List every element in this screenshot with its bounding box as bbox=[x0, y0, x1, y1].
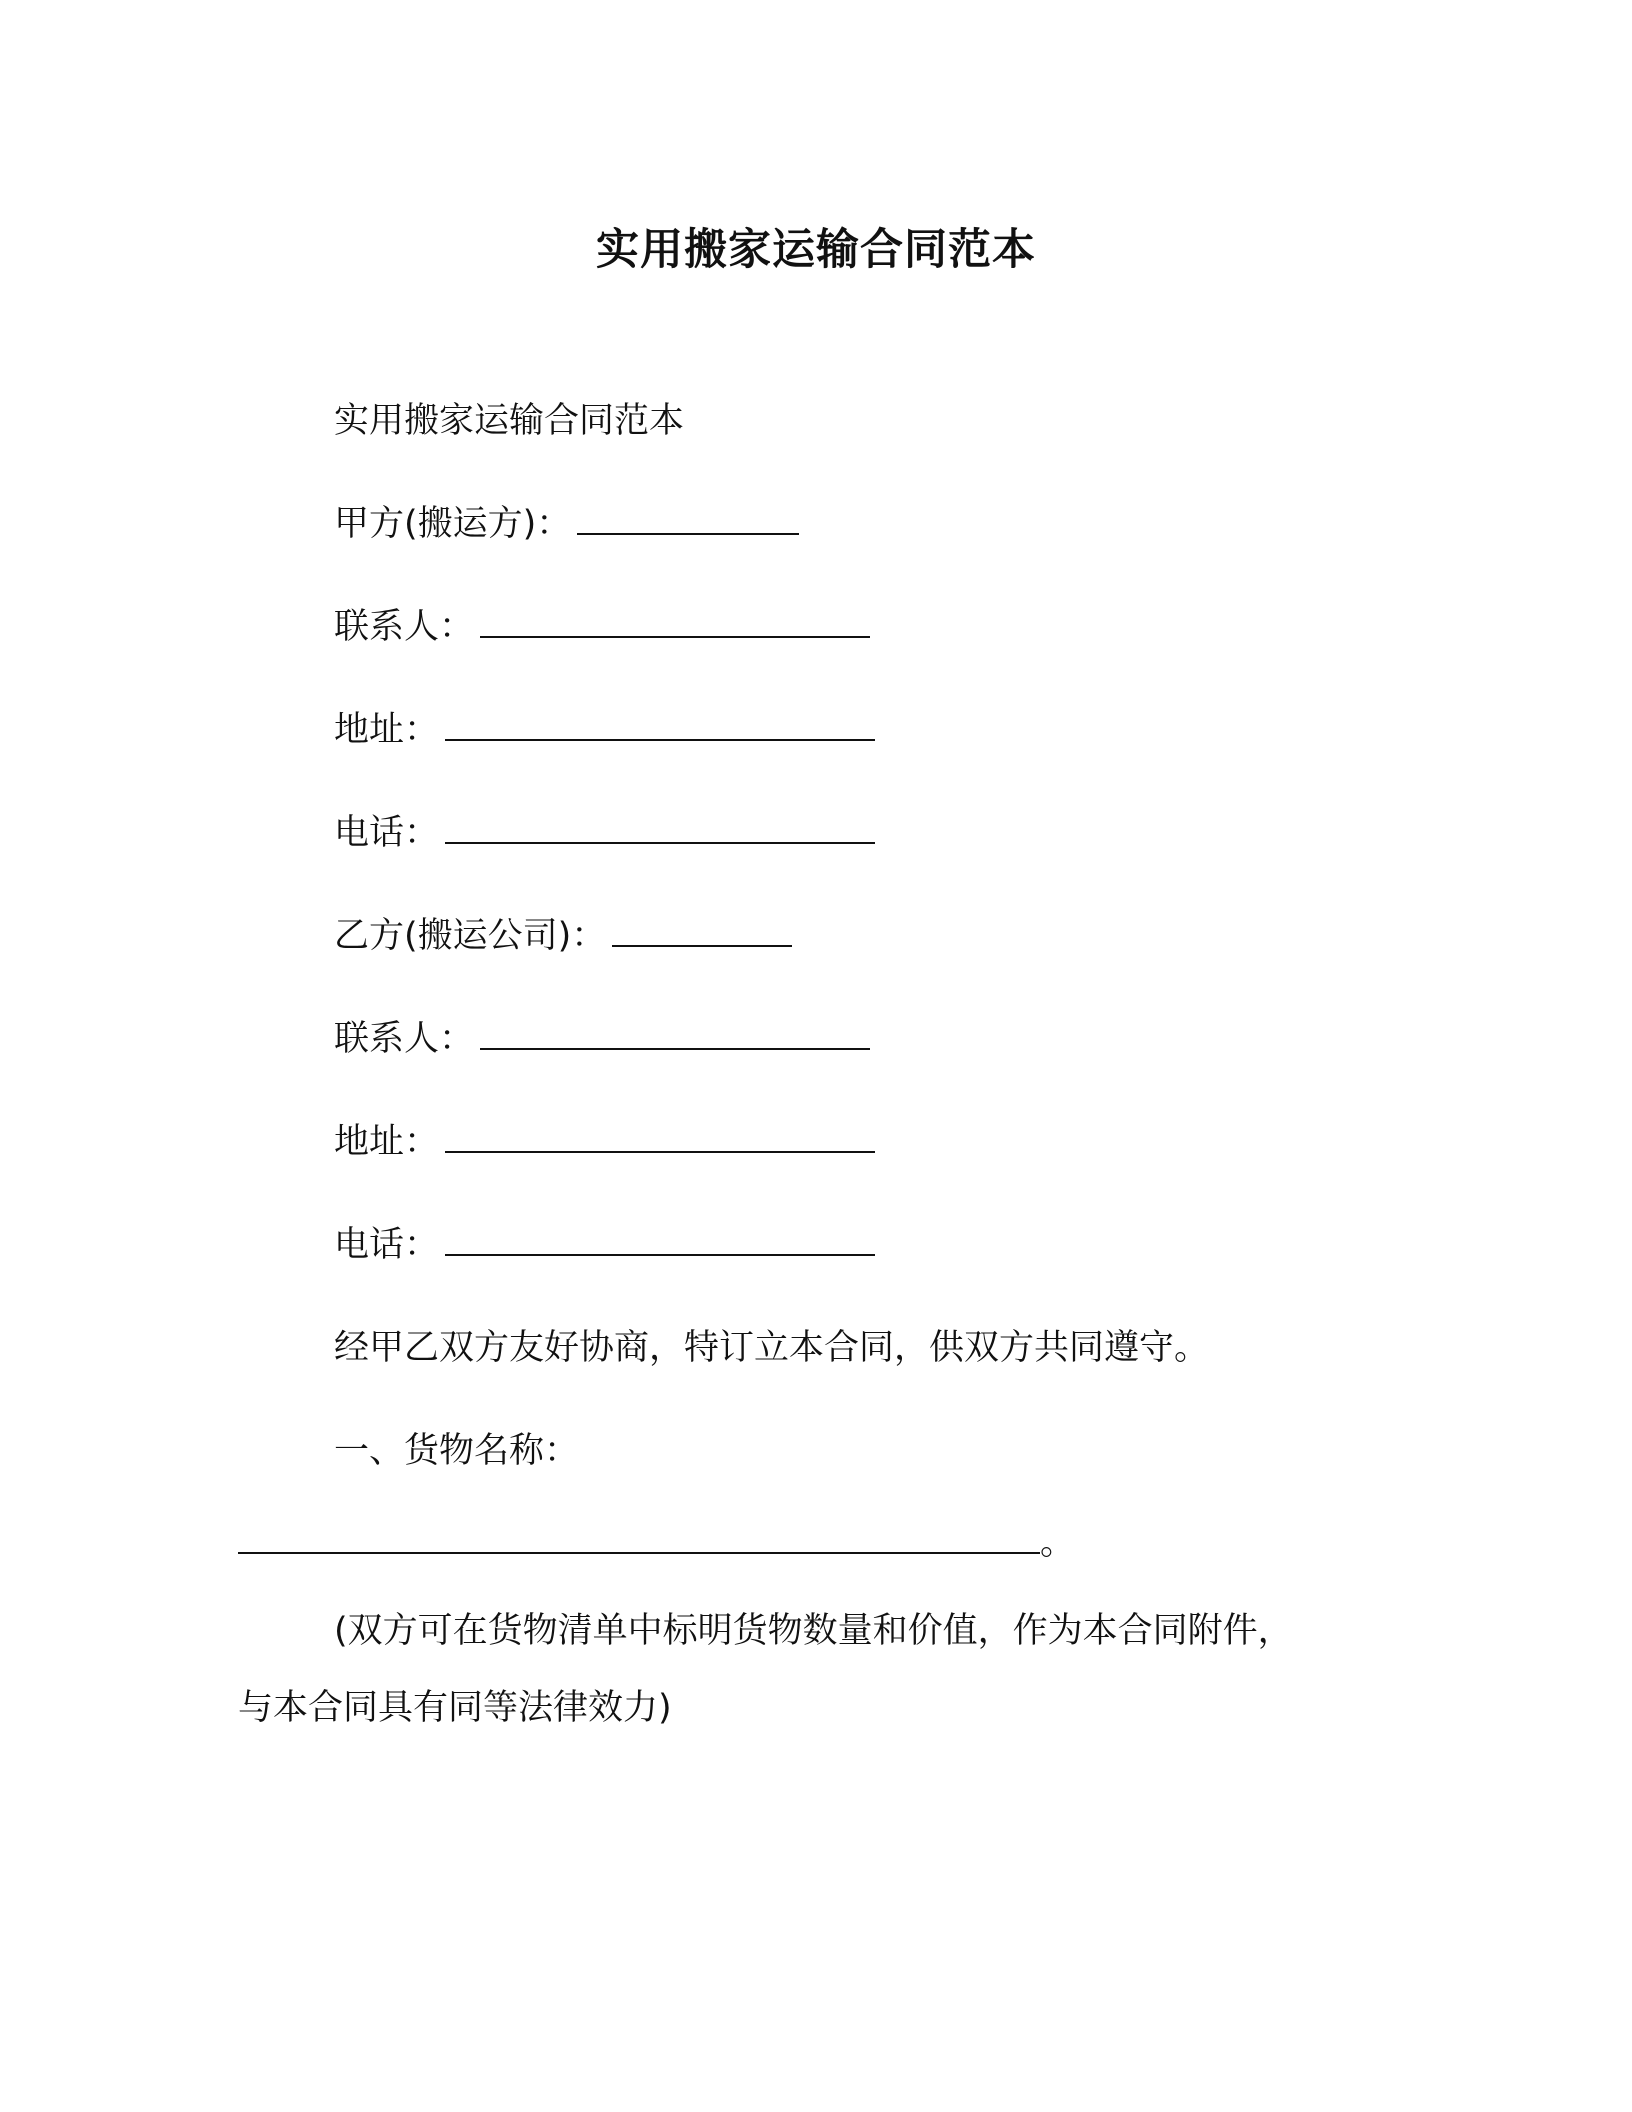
section-1-heading: 一、货物名称： bbox=[334, 1431, 580, 1471]
party-a-phone-blank[interactable] bbox=[445, 812, 875, 844]
party-b-phone-blank[interactable] bbox=[445, 1224, 875, 1256]
party-b-address-line bbox=[334, 1118, 875, 1166]
party-b-contact-blank[interactable] bbox=[480, 1018, 870, 1050]
party-b-line bbox=[334, 912, 792, 960]
party-b-phone-label: 电话： bbox=[334, 1225, 440, 1265]
goods-name-period: 。 bbox=[1040, 1523, 1076, 1563]
party-b-address-blank[interactable] bbox=[445, 1121, 875, 1153]
document-subtitle: 实用搬家运输合同范本 bbox=[334, 401, 685, 441]
party-a-label: 甲方(搬运方)： bbox=[334, 504, 572, 544]
party-a-contact-line bbox=[334, 603, 870, 651]
party-a-blank[interactable] bbox=[577, 503, 799, 535]
section-1-note-line-1: (双方可在货物清单中标明货物数量和价值，作为本合同附件， bbox=[334, 1611, 1293, 1651]
party-a-address-label: 地址： bbox=[334, 710, 440, 750]
section-1-note-line-2: 与本合同具有同等法律效力) bbox=[238, 1688, 672, 1728]
party-a-phone-line bbox=[334, 809, 875, 857]
document-title: 实用搬家运输合同范本 bbox=[596, 225, 1036, 275]
goods-name-line bbox=[238, 1519, 1075, 1567]
preamble-paragraph: 经甲乙双方友好协商，特订立本合同，供双方共同遵守。 bbox=[334, 1328, 1210, 1368]
party-a-address-blank[interactable] bbox=[445, 709, 875, 741]
party-a-contact-label: 联系人： bbox=[334, 607, 475, 647]
party-b-contact-line bbox=[334, 1015, 870, 1063]
party-a-phone-label: 电话： bbox=[334, 813, 440, 853]
party-b-address-label: 地址： bbox=[334, 1122, 440, 1162]
party-b-label: 乙方(搬运公司)： bbox=[334, 916, 607, 956]
party-b-phone-line bbox=[334, 1221, 875, 1269]
party-a-address-line bbox=[334, 706, 875, 754]
party-a-line bbox=[334, 500, 799, 548]
party-b-contact-label: 联系人： bbox=[334, 1019, 475, 1059]
party-b-blank[interactable] bbox=[612, 915, 792, 947]
party-a-contact-blank[interactable] bbox=[480, 606, 870, 638]
goods-name-blank[interactable] bbox=[238, 1522, 1040, 1554]
